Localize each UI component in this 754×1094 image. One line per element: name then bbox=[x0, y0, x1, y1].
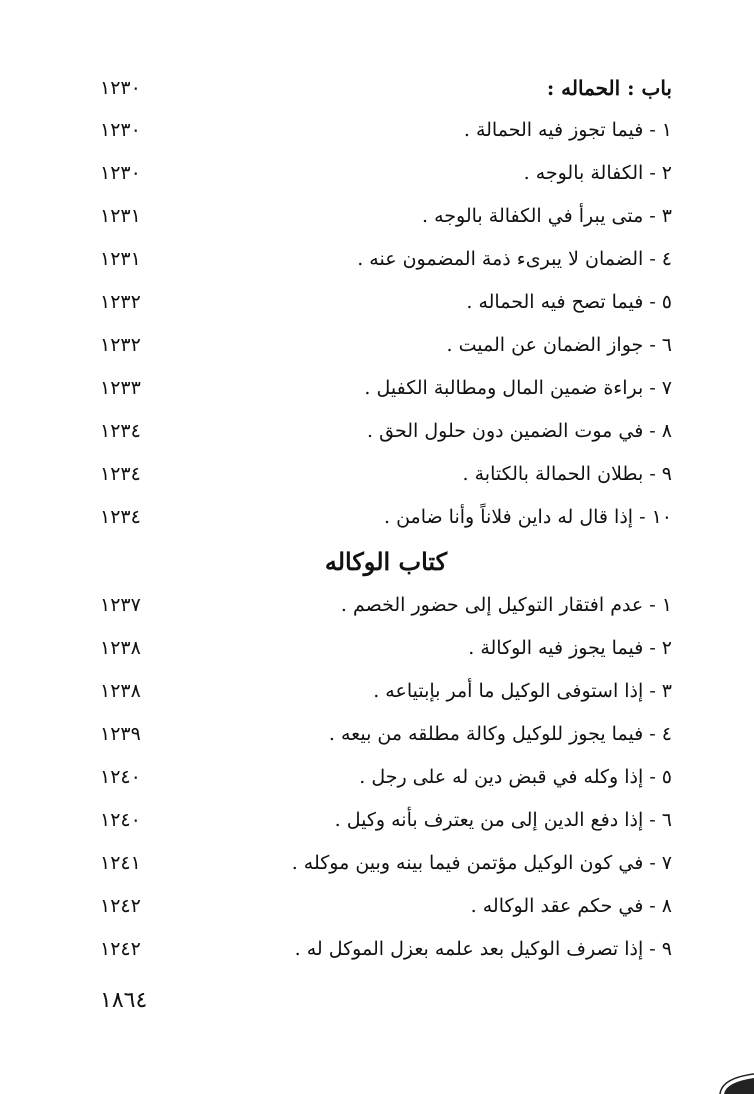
toc-entry bbox=[100, 239, 672, 279]
entry-page: ١٢٣٨ bbox=[100, 637, 141, 659]
entry-page: ١٢٣٤ bbox=[100, 463, 141, 485]
entry-page: ١٢٣٤ bbox=[100, 506, 141, 528]
entry-text: ٢ - الكفالة بالوجه . bbox=[523, 162, 672, 184]
page-corner-icon bbox=[714, 1054, 754, 1094]
entry-text: ٦ - جواز الضمان عن الميت . bbox=[446, 334, 672, 356]
toc-entry bbox=[100, 325, 672, 365]
entry-text: ٩ - إذا تصرف الوكيل بعد علمه بعزل الموكل له . bbox=[294, 938, 672, 960]
toc-entry bbox=[100, 929, 672, 969]
entry-page: ١٢٣٩ bbox=[100, 723, 141, 745]
page-number: ١٨٦٤ bbox=[100, 988, 148, 1013]
toc-entry bbox=[100, 757, 672, 797]
entry-text: ٥ - إذا وكله في قبض دين له على رجل . bbox=[359, 766, 672, 788]
entry-page: ١٢٣٠ bbox=[100, 119, 141, 141]
entry-text: ٤ - الضمان لا يبرىء ذمة المضمون عنه . bbox=[357, 248, 672, 270]
toc-entry bbox=[100, 454, 672, 494]
section-header-text: باب : الحماله : bbox=[546, 76, 672, 100]
entry-page: ١٢٣١ bbox=[100, 248, 141, 270]
toc-entry bbox=[100, 843, 672, 883]
toc-entry bbox=[100, 497, 672, 537]
entry-page: ١٢٣٧ bbox=[100, 594, 141, 616]
entry-text: ٣ - إذا استوفى الوكيل ما أمر بإبتياعه . bbox=[373, 680, 672, 702]
toc-entry bbox=[100, 282, 672, 322]
entry-page: ١٢٣٨ bbox=[100, 680, 141, 702]
entry-page: ١٢٣١ bbox=[100, 205, 141, 227]
entry-text: ٧ - براءة ضمين المال ومطالبة الكفيل . bbox=[364, 377, 672, 399]
toc-entry bbox=[100, 368, 672, 408]
toc-entry bbox=[100, 585, 672, 625]
toc-entry bbox=[100, 153, 672, 193]
entry-page: ١٢٤٠ bbox=[100, 809, 141, 831]
entry-text: ٢ - فيما يجوز فيه الوكالة . bbox=[468, 637, 672, 659]
entry-text: ٧ - في كون الوكيل مؤتمن فيما بينه وبين موكله . bbox=[291, 852, 672, 874]
toc-entry bbox=[100, 196, 672, 236]
entry-text: ٤ - فيما يجوز للوكيل وكالة مطلقه من بيعه . bbox=[328, 723, 672, 745]
entry-text: ٦ - إذا دفع الدين إلى من يعترف بأنه وكيل . bbox=[334, 809, 672, 831]
entry-page: ١٢٣٤ bbox=[100, 420, 141, 442]
entry-text: ١ - عدم افتقار التوكيل إلى حضور الخصم . bbox=[340, 594, 672, 616]
entry-page: ١٢٣٢ bbox=[100, 334, 141, 356]
entry-text: ٣ - متى يبرأ في الكفالة بالوجه . bbox=[422, 205, 672, 227]
entry-page: ١٢٣٣ bbox=[100, 377, 141, 399]
entry-text: ٨ - في موت الضمين دون حلول الحق . bbox=[367, 420, 672, 442]
entry-text: ٨ - في حكم عقد الوكاله . bbox=[470, 895, 672, 917]
toc-entry bbox=[100, 411, 672, 451]
entry-page: ١٢٤٢ bbox=[100, 938, 141, 960]
entry-text: ١٠ - إذا قال له داين فلاناً وأنا ضامن . bbox=[384, 506, 672, 528]
toc-entry bbox=[100, 628, 672, 668]
entry-page: ١٢٤٠ bbox=[100, 766, 141, 788]
toc-entry bbox=[100, 110, 672, 150]
entry-page: ١٢٤١ bbox=[100, 852, 141, 874]
entry-text: ٥ - فيما تصح فيه الحماله . bbox=[466, 291, 672, 313]
toc-entry bbox=[100, 886, 672, 926]
entry-page: ١٢٣٢ bbox=[100, 291, 141, 313]
section-header-page: ١٢٣٠ bbox=[100, 77, 141, 99]
entry-page: ١٢٣٠ bbox=[100, 162, 141, 184]
toc-entry bbox=[100, 800, 672, 840]
toc-entry bbox=[100, 671, 672, 711]
entry-text: ١ - فيما تجوز فيه الحمالة . bbox=[463, 119, 672, 141]
section-header-row bbox=[100, 68, 672, 108]
entry-page: ١٢٤٢ bbox=[100, 895, 141, 917]
entry-text: ٩ - بطلان الحمالة بالكتابة . bbox=[462, 463, 672, 485]
book-title: كتاب الوكاله bbox=[324, 547, 448, 576]
toc-entry bbox=[100, 714, 672, 754]
